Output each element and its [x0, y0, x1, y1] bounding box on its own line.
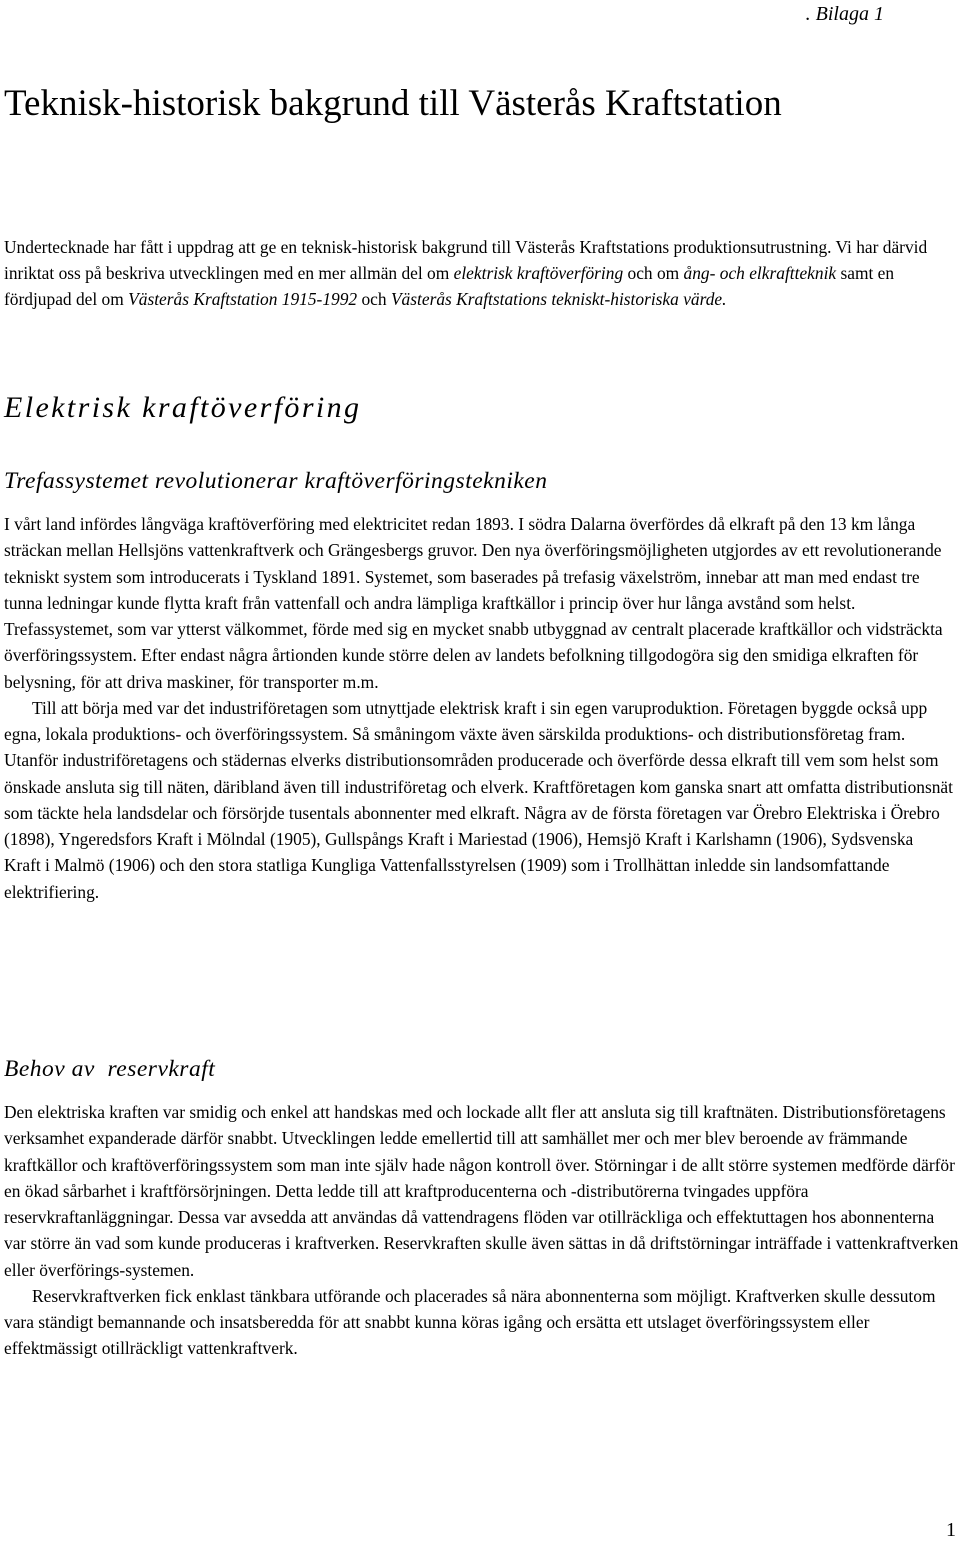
- intro-italic-1: elektrisk kraftöverföring: [453, 263, 624, 283]
- intro-text-1: Undertecknade har fått i uppdrag att ge en teknisk-historisk bakgrund till Västerås Kraftstations produktionsutrustning. Vi har därvid inriktat oss på beskriva utvecklingen med en mer allmän del om: [4, 237, 928, 283]
- intro-italic-2: ång- och elkraftteknik: [683, 263, 837, 283]
- body-paragraph: Till att börja med var det industriföretagen som utnyttjade elektrisk kraft i sin egen varuproduktion. Företagen byggde också upp egna, lokala produktions- och överföringssystem. Så småningom växte även särskilda produktions- och distributionsföretag fram. Utanför industriföretagens och städernas elverks distributionsområden producerade och överförde dessa elkraft till vem som helst som önskade ansluta sig till näten, däribland även till industriföretag och elverk. Kraftföretagen kom ganska snart att omfatta distributionsnät som täckte hela landsdelar och försörjde tusentals abonnenter med elkraft. Några av de första företagen var Örebro Elektriska i Örebro (1898), Yngeredsfors Kraft i Mölndal (1905), Gullspångs Kraft i Mariestad (1906), Hemsjö Kraft i Karlshamn (1906), Sydsvenska Kraft i Malmö (1906) och den stora statliga Kungliga Vattenfallsstyrelsen (1909) som i Trollhättan inledde sin landsomfattande elektrifiering.: [4, 697, 953, 902]
- intro-text-2: och om: [623, 263, 684, 283]
- intro-italic-3: Västerås Kraftstation 1915-1992: [128, 289, 358, 309]
- page-title: Teknisk-historisk bakgrund till Västerås Kraftstation: [4, 83, 782, 124]
- intro-text-3: samt en fördjupad del om: [4, 263, 895, 309]
- intro-text-4: och: [357, 289, 391, 309]
- intro-paragraph: [4, 234, 944, 312]
- section-heading-kraftoverforing: Elektrisk kraftöverföring: [4, 391, 362, 424]
- intro-italic-4: Västerås Kraftstations tekniskt-historiska värde.: [390, 289, 727, 309]
- appendix-label: . Bilaga 1: [805, 3, 884, 25]
- body-paragraph: I vårt land infördes långväga kraftöverföring med elektricitet redan 1893. I södra Dalarna överfördes då elkraft på den 13 km långa sträckan mellan Hellsjöns vattenkraftverk och Grängesbergs gruvor. Den nya överföringsmöjligheten utgjordes av ett revolutionerande tekniskt system som introducerats i Tyskland 1891. Systemet, som baserades på trefasig växelström, innebar att man med endast tre tunna ledningar kunde flytta kraft från vattenfall och andra lämpliga kraftkällor i princip över hur långa avstånd som helst. Trefassystemet, som var ytterst välkommet, förde med sig en mycket snabb utbyggnad av centralt placerade kraftkällor och vidsträckta överföringssystem. Efter endast några årtionden kunde större delen av landets befolkning tillgodogöra sig den smidiga elkraften för belysning, för att driva maskiner, för transporter m.m.: [4, 514, 943, 692]
- subsection-heading-trefassystemet: Trefassystemet revolutionerar kraftöverföringstekniken: [4, 468, 548, 494]
- section-heading-reservkraft: Behov av reservkraft: [4, 1056, 216, 1082]
- section-body-2: [4, 1099, 960, 1362]
- body-paragraph: Den elektriska kraften var smidig och enkel att handskas med och lockade allt fler att ansluta sig till kraftnäten. Distributionsföretagens verksamhet expanderade därför snabbt. Utvecklingen ledde emellertid till att samhället mer och mer blev beroende av främmande kraftkällor och kraftöverföringssystem som man inte själv hade någon kontroll över. Störningar i de allt större systemen medförde därför en ökad sårbarhet i kraftförsörjningen. Detta ledde till att kraftproducenterna och -distributörerna tvingades uppföra reservkraftanläggningar. Dessa var avsedda att användas då vattendragens flöden var otillräckliga och effektuttagen hos abonnenterna var större än vad som kunde produceras i kraftverken. Reservkraften skulle även sättas in då driftstörningar inträffade i vattenkraftverken eller överförings-systemen.: [4, 1102, 959, 1280]
- section-body-1: [4, 511, 954, 905]
- page-number: 1: [946, 1519, 956, 1541]
- body-paragraph: Reservkraftverken fick enklast tänkbara utförande och placerades så nära abonnenterna som möjligt. Kraftverken skulle dessutom vara ständigt bemannande och insatsberedda för att snabbt kunna köras igång och ersätta ett utslaget överföringssystem eller effektmässigt otillräckligt vattenkraftverk.: [4, 1285, 936, 1359]
